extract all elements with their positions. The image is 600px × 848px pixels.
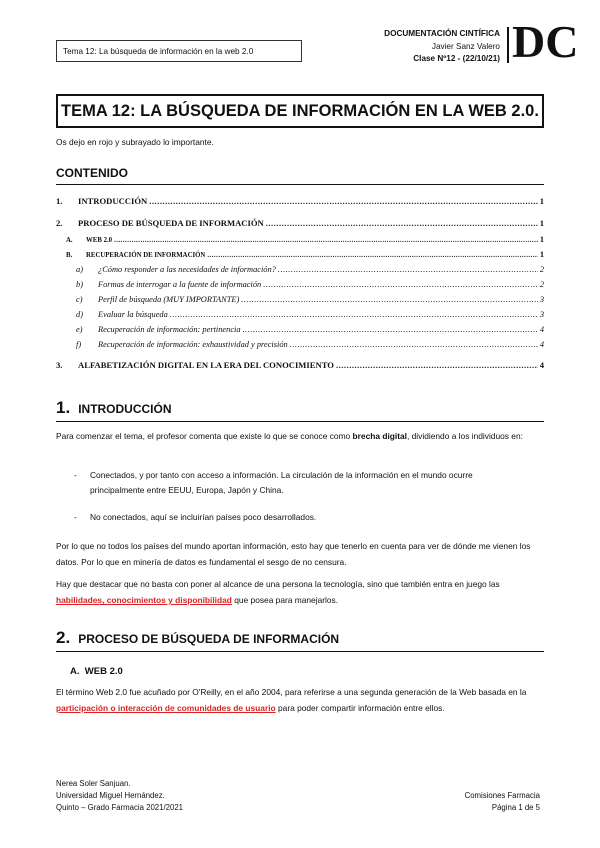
section-title: PROCESO DE BÚSQUEDA DE INFORMACIÓN: [78, 632, 340, 646]
toc-item[interactable]: B. RECUPERACIÓN DE INFORMACIÓN ..... 1: [56, 250, 544, 264]
logo: DC: [512, 16, 579, 67]
toc-item[interactable]: d) Evaluar la búsqueda ..... 3: [56, 310, 544, 324]
list-item: - Conectados, y por tanto con acceso a información. La circulación de la información en el mundo ocurre principalmente entre EEUU, Europa, Japón y China.: [74, 470, 473, 495]
highlighted-text: participación o interacción de comunidades de usuario: [56, 703, 276, 713]
highlighted-text: habilidades, conocimientos y disponibilidad: [56, 595, 232, 605]
toc-item[interactable]: c) Perfil de búsqueda (MUY IMPORTANTE) ..... 3: [56, 295, 544, 309]
paragraph: Por lo que no todos los países del mundo aportan información, esto hay que tenerlo en cuenta para ver de dónde me vienen los datos. Por lo que en minería de datos es fundamental el sesgo de no censura.: [56, 541, 531, 567]
toc-item[interactable]: 3. ALFABETIZACIÓN DIGITAL EN LA ERA DEL CONOCIMIENTO ..... 4: [56, 360, 544, 374]
section-number: 1.: [56, 398, 71, 417]
subsection-heading: A. WEB 2.0: [70, 666, 123, 677]
intro-note: Os dejo en rojo y subrayado lo importante.: [56, 137, 214, 147]
author: Javier Sanz Valero: [431, 41, 500, 51]
toc-item[interactable]: e) Recuperación de información: pertinencia ..... 4: [56, 325, 544, 339]
header-meta: [384, 28, 500, 66]
toc-item[interactable]: 1. INTRODUCCIÓN ..... 1: [56, 196, 544, 210]
toc-item[interactable]: 2. PROCESO DE BÚSQUEDA DE INFORMACIÓN ..... 1: [56, 218, 544, 232]
table-of-contents: [56, 196, 544, 376]
bold-term: brecha digital: [352, 431, 407, 441]
section-heading: [56, 398, 544, 422]
section-number: 2.: [56, 628, 71, 647]
section-heading: [56, 628, 544, 652]
header-divider: [507, 27, 509, 63]
toc-item[interactable]: f) Recuperación de información: exhaustividad y precisión ..... 4: [56, 340, 544, 354]
page-title: TEMA 12: LA BÚSQUEDA DE INFORMACIÓN EN LA WEB 2.0.: [56, 94, 544, 128]
contents-heading: CONTENIDO: [56, 166, 544, 185]
toc-item[interactable]: A. WEB 2.0 ..... 1: [56, 235, 544, 249]
paragraph: Hay que destacar que no basta con poner al alcance de una persona la tecnología, sino que también entra en juego las habilidades, conocimientos y disponibilidad que posea para manejarlos.: [56, 579, 500, 605]
toc-item[interactable]: a) ¿Cómo responder a las necesidades de información? ..... 2: [56, 265, 544, 279]
page-number: Página 1 de 5: [491, 803, 540, 812]
footer-right: Comisiones Farmacia Página 1 de 5: [464, 791, 540, 812]
footer-left: Nerea Soler Sanjuan. Universidad Miguel Hernández. Quinto – Grado Farmacia 2021/2021: [56, 779, 183, 812]
list-item: - No conectados, aquí se incluirían países poco desarrollados.: [74, 512, 317, 522]
paragraph: El término Web 2.0 fue acuñado por O'Reilly, en el año 2004, para referirse a una segunda generación de la Web basada en la participación o interacción de comunidades de usuario para poder compartir información entre ellos.: [56, 687, 527, 713]
section-title: INTRODUCCIÓN: [78, 402, 172, 416]
toc-item[interactable]: b) Formas de interrogar a la fuente de información ..... 2: [56, 280, 544, 294]
header-topic-box: Tema 12: La búsqueda de información en la web 2.0: [56, 40, 302, 62]
class-info: Clase Nº12 - (22/10/21): [413, 54, 500, 63]
doc-title: DOCUMENTACIÓN CINTÍFICA: [384, 29, 500, 38]
paragraph: Para comenzar el tema, el profesor comenta que existe lo que se conoce como brecha digital, dividiendo a los individuos en:: [56, 431, 523, 441]
